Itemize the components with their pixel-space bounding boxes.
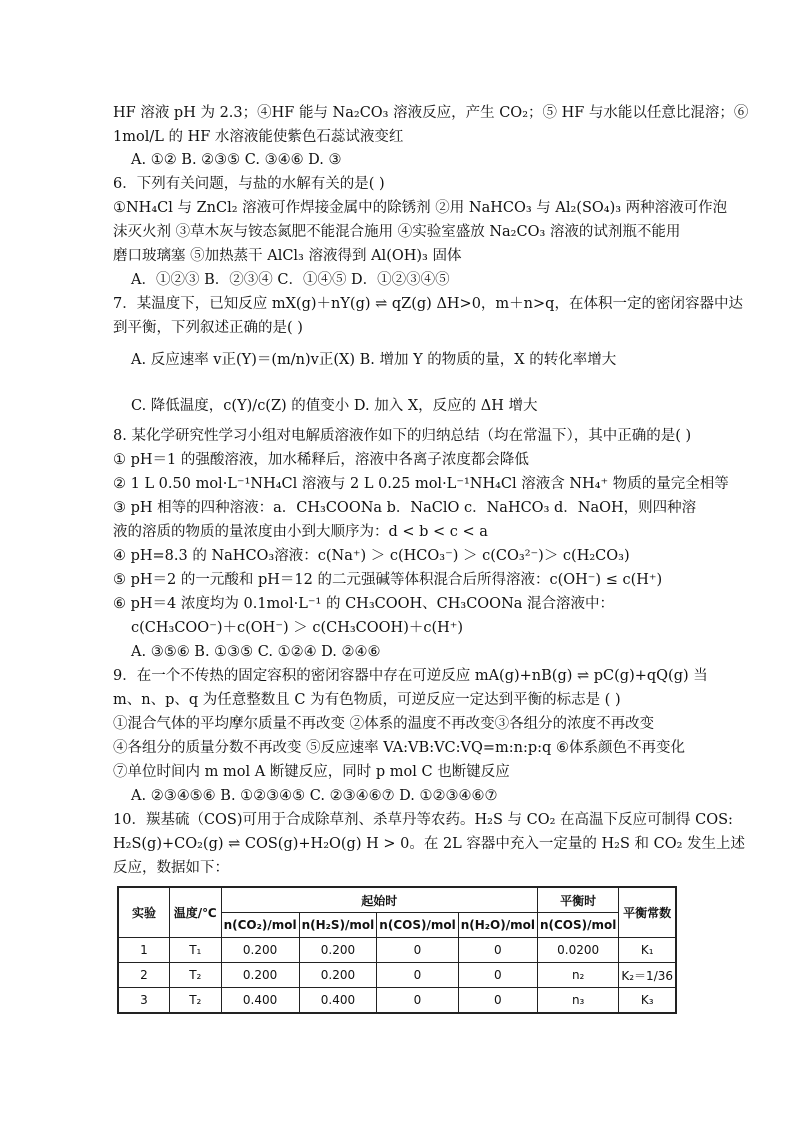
text-line: ⑦单位时间内 m mol A 断键反应，同时 p mol C 也断键反应 bbox=[113, 764, 510, 780]
table-row bbox=[118, 963, 676, 988]
header-constant: 平衡常数 bbox=[619, 887, 676, 938]
text-line: 沫灭火剂 ③草木灰与铵态氮肥不能混合施用 ④实验室盛放 Na₂CO₃ 溶液的试剂瓶不能用 bbox=[113, 224, 681, 240]
table-cell: 0.200 bbox=[221, 963, 299, 988]
header-experiment: 实验 bbox=[118, 887, 169, 938]
text-line: m、n、p、q 为任意整数且 C 为有色物质，可逆反应一定达到平衡的标志是 ( ) bbox=[113, 692, 621, 708]
text-line: 8. 某化学研究性学习小组对电解质溶液作如下的归纳总结（均在常温下），其中正确的是( ) bbox=[113, 428, 692, 444]
table-cell: 0 bbox=[458, 938, 537, 963]
table-cell: 0 bbox=[458, 988, 537, 1014]
reaction-data-table bbox=[117, 886, 677, 1014]
table-cell: T₂ bbox=[169, 963, 221, 988]
table-body bbox=[118, 938, 676, 1014]
table-cell: K₁ bbox=[619, 938, 676, 963]
table-cell: 0 bbox=[377, 963, 458, 988]
text-line: 到平衡，下列叙述正确的是( ) bbox=[113, 320, 303, 336]
table-cell: 2 bbox=[118, 963, 169, 988]
table-cell: 3 bbox=[118, 988, 169, 1014]
table-row bbox=[118, 938, 676, 963]
table-row bbox=[118, 988, 676, 1014]
table-cell: 0.200 bbox=[221, 938, 299, 963]
text-line: C. 降低温度，c(Y)/c(Z) 的值变小 D. 加入 X，反应的 ΔH 增大 bbox=[131, 398, 538, 414]
header-equilibrium: 平衡时 bbox=[537, 887, 618, 913]
table-cell: T₁ bbox=[169, 938, 221, 963]
subheader-cell: n(CO₂)/mol bbox=[221, 913, 299, 938]
text-line: 磨口玻璃塞 ⑤加热蒸干 AlCl₃ 溶液得到 Al(OH)₃ 固体 bbox=[113, 248, 462, 264]
text-line: 7．某温度下，已知反应 mX(g)＋nY(g) ⇌ qZ(g) ΔH>0，m＋n>q，在体积一定的密闭容器中达 bbox=[113, 296, 743, 312]
text-line: 1mol/L 的 HF 水溶液能使紫色石蕊试液变红 bbox=[113, 129, 404, 145]
text-line: ①混合气体的平均摩尔质量不再改变 ②体系的温度不再改变③各组分的浓度不再改变 bbox=[113, 716, 655, 732]
table-cell: 1 bbox=[118, 938, 169, 963]
subheader-cell: n(H₂O)/mol bbox=[458, 913, 537, 938]
table-cell: T₂ bbox=[169, 988, 221, 1014]
text-line: A. ①② B. ②③⑤ C. ③④⑥ D. ③ bbox=[131, 152, 342, 168]
text-line: A. ②③④⑤⑥ B. ①②③④⑤ C. ②③④⑥⑦ D. ①②③④⑥⑦ bbox=[131, 788, 498, 804]
text-line: ② 1 L 0.50 mol·L⁻¹NH₄Cl 溶液与 2 L 0.25 mol·L⁻¹NH₄Cl 溶液含 NH₄⁺ 物质的量完全相等 bbox=[113, 476, 729, 492]
text-line: H₂S(g)+CO₂(g) ⇌ COS(g)+H₂O(g) H > 0。在 2L 容器中充入一定量的 H₂S 和 CO₂ 发生上述 bbox=[113, 836, 746, 852]
text-line: A．①②③ B．②③④ C．①④⑤ D．①②③④⑤ bbox=[131, 272, 450, 288]
text-line: A. ③⑤⑥ B. ①③⑤ C. ①②④ D. ②④⑥ bbox=[131, 644, 381, 660]
subheader-cell: n(COS)/mol bbox=[377, 913, 458, 938]
table-cell: n₃ bbox=[537, 988, 618, 1014]
text-line: 6．下列有关问题，与盐的水解有关的是( ) bbox=[113, 176, 385, 192]
table-cell: K₃ bbox=[619, 988, 676, 1014]
table-cell: 0 bbox=[458, 963, 537, 988]
table-cell: 0.200 bbox=[299, 938, 377, 963]
text-line: 9．在一个不传热的固定容积的密闭容器中存在可逆反应 mA(g)+nB(g) ⇌ pC(g)+qQ(g) 当 bbox=[113, 668, 708, 684]
table-header-row bbox=[118, 887, 676, 913]
text-line: 10．羰基硫（COS)可用于合成除草剂、杀草丹等农药。H₂S 与 CO₂ 在高温下反应可制得 COS: bbox=[113, 812, 733, 828]
text-line: HF 溶液 pH 为 2.3；④HF 能与 Na₂CO₃ 溶液反应，产生 CO₂；⑤ HF 与水能以任意比混溶；⑥ bbox=[113, 105, 749, 121]
table-cell: 0 bbox=[377, 938, 458, 963]
table-cell: 0.0200 bbox=[537, 938, 618, 963]
table-cell: 0 bbox=[377, 988, 458, 1014]
text-line: 液的溶质的物质的量浓度由小到大顺序为：d < b < c < a bbox=[113, 524, 488, 540]
header-initial: 起始时 bbox=[221, 887, 537, 913]
text-line: ④ pH=8.3 的 NaHCO₃溶液：c(Na⁺) ＞ c(HCO₃⁻) ＞ c(CO₃²⁻)＞ c(H₂CO₃) bbox=[113, 548, 630, 564]
text-line: 反应，数据如下： bbox=[113, 860, 229, 876]
table-cell: 0.400 bbox=[221, 988, 299, 1014]
table-cell: 0.400 bbox=[299, 988, 377, 1014]
subheader-cell: n(H₂S)/mol bbox=[299, 913, 377, 938]
subheader-cell: n(COS)/mol bbox=[537, 913, 618, 938]
text-line: ①NH₄Cl 与 ZnCl₂ 溶液可作焊接金属中的除锈剂 ②用 NaHCO₃ 与 Al₂(SO₄)₃ 两种溶液可作泡 bbox=[113, 200, 728, 216]
text-line: ⑥ pH＝4 浓度均为 0.1mol·L⁻¹ 的 CH₃COOH、CH₃COONa 混合溶液中： bbox=[113, 596, 615, 612]
text-line: ③ pH 相等的四种溶液：a．CH₃COONa b．NaClO c．NaHCO₃ d．NaOH，则四种溶 bbox=[113, 500, 697, 516]
table-cell: K₂＝1/36 bbox=[619, 963, 676, 988]
text-line: ④各组分的质量分数不再改变 ⑤反应速率 VA:VB:VC:VQ=m:n:p:q ⑥体系颜色不再变化 bbox=[113, 740, 685, 756]
table-cell: n₂ bbox=[537, 963, 618, 988]
text-line: c(CH₃COO⁻)＋c(OH⁻) ＞ c(CH₃COOH)＋c(H⁺) bbox=[131, 620, 464, 636]
text-line: ⑤ pH＝2 的一元酸和 pH＝12 的二元强碱等体积混合后所得溶液：c(OH⁻) ≤ c(H⁺) bbox=[113, 572, 663, 588]
header-temperature: 温度/℃ bbox=[169, 887, 221, 938]
table-cell: 0.200 bbox=[299, 963, 377, 988]
text-line: A. 反应速率 v正(Y)＝(m/n)v正(X) B. 增加 Y 的物质的量，X 的转化率增大 bbox=[131, 352, 617, 368]
text-line: ① pH＝1 的强酸溶液，加水稀释后，溶液中各离子浓度都会降低 bbox=[113, 452, 529, 468]
